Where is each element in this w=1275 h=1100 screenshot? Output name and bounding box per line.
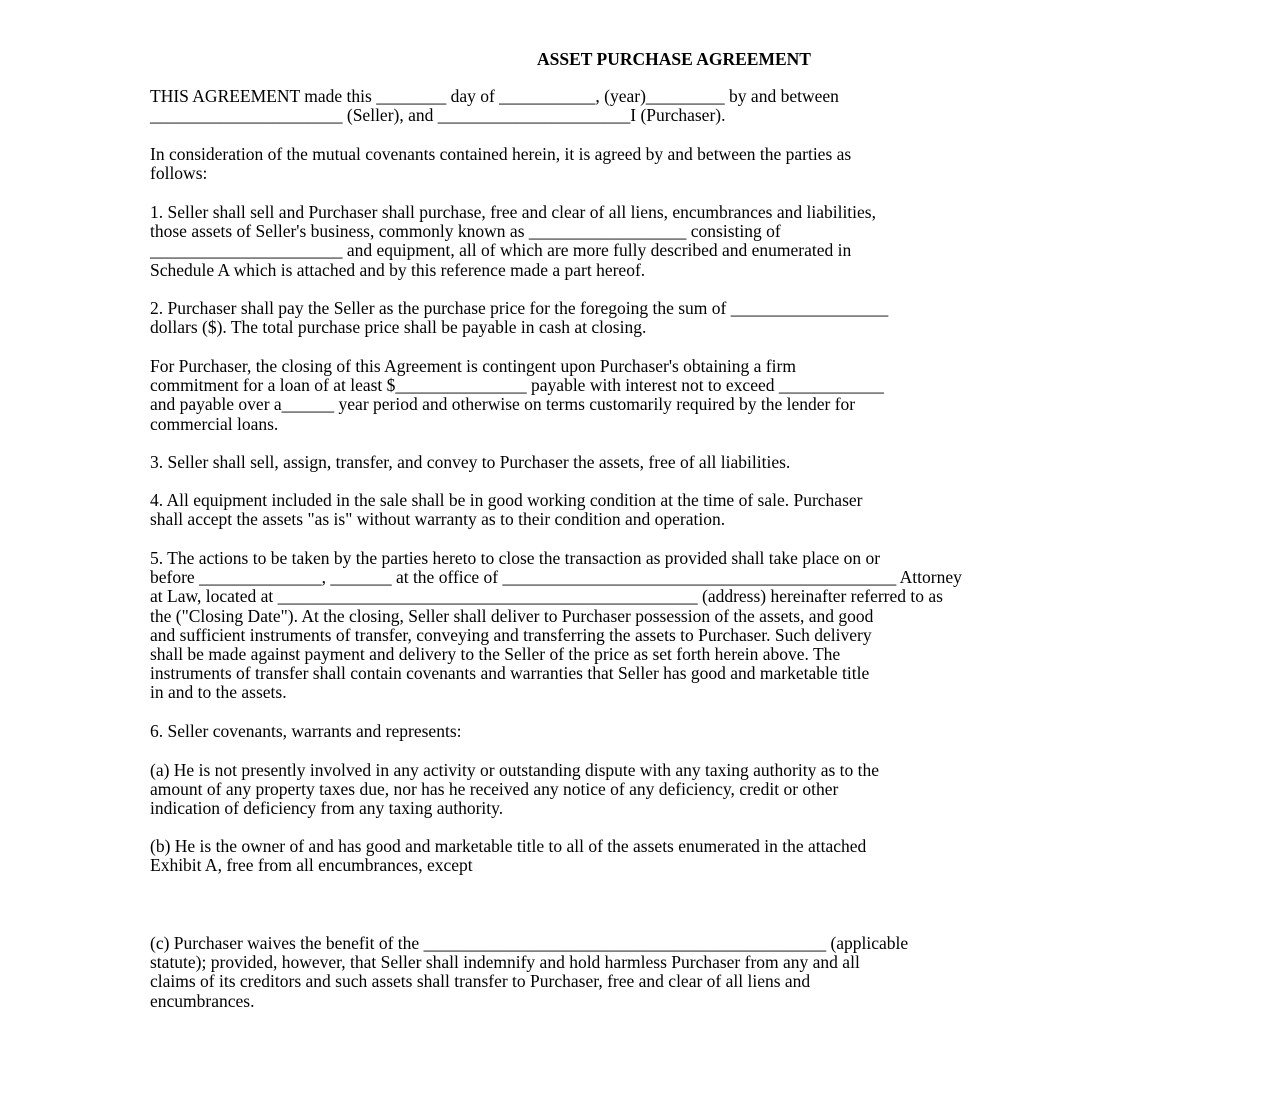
paragraph-line: indication of deficiency from any taxing authority. [150, 798, 504, 819]
paragraph-line: ______________________ and equipment, all of which are more fully described and enumerated in [150, 240, 852, 261]
paragraph-contingency [150, 357, 884, 434]
paragraph-line: and payable over a______ year period and otherwise on terms customarily required by the lender for [150, 394, 856, 415]
paragraph-line: 4. All equipment included in the sale shall be in good working condition at the time of sale. Purchaser [150, 490, 863, 510]
paragraph-section-2 [150, 299, 888, 337]
paragraph-line: 3. Seller shall sell, assign, transfer, and convey to Purchaser the assets, free of all liabilities. [150, 452, 791, 472]
paragraph-line: Schedule A which is attached and by this reference made a part hereof. [150, 259, 646, 280]
paragraph-line: before ______________, _______ at the office of _____________________________________________ Attorney [150, 567, 962, 588]
paragraph-line: commercial loans. [150, 413, 279, 434]
paragraph-line: statute); provided, however, that Seller shall indemnify and hold harmless Purchaser from any and all [150, 952, 860, 973]
paragraph-line: 1. Seller shall sell and Purchaser shall purchase, free and clear of all liens, encumbrances and liabilities, [150, 202, 876, 222]
paragraph-intro [150, 87, 839, 125]
paragraph-section-1 [150, 203, 876, 280]
paragraph-consideration [150, 145, 851, 183]
paragraph-section-4 [150, 491, 862, 529]
paragraph-line: at Law, located at ________________________________________________ (address) hereinafter referred to as [150, 586, 943, 607]
paragraph-line: shall be made against payment and delivery to the Seller of the price as set forth herein above. The [150, 644, 841, 665]
paragraph-line: THIS AGREEMENT made this ________ day of ___________, (year)_________ by and between [150, 86, 839, 106]
paragraph-line: ______________________ (Seller), and ______________________I (Purchaser). [150, 105, 726, 126]
paragraph-line: (a) He is not presently involved in any activity or outstanding dispute with any taxing authority as to the [150, 760, 880, 780]
paragraph-section-6c [150, 934, 908, 1011]
paragraph-line: Exhibit A, free from all encumbrances, except [150, 855, 473, 876]
paragraph-line: For Purchaser, the closing of this Agreement is contingent upon Purchaser's obtaining a firm [150, 356, 796, 376]
paragraph-section-6a [150, 761, 879, 819]
paragraph-line: dollars ($). The total purchase price shall be payable in cash at closing. [150, 317, 647, 338]
document-title: ASSET PURCHASE AGREEMENT [537, 49, 811, 69]
paragraph-line: (c) Purchaser waives the benefit of the ______________________________________________ (applicable [150, 933, 909, 953]
paragraph-line: In consideration of the mutual covenants contained herein, it is agreed by and between the parties as [150, 144, 852, 164]
paragraph-section-6b [150, 837, 866, 875]
paragraph-line: amount of any property taxes due, nor has he received any notice of any deficiency, credit or other [150, 779, 839, 800]
paragraph-line: those assets of Seller's business, commonly known as __________________ consisting of [150, 221, 781, 242]
paragraph-line: follows: [150, 163, 208, 184]
paragraph-section-3 [150, 453, 790, 472]
paragraph-line: encumbrances. [150, 990, 255, 1011]
paragraph-line: 2. Purchaser shall pay the Seller as the purchase price for the foregoing the sum of __________________ [150, 298, 889, 318]
paragraph-line: commitment for a loan of at least $_______________ payable with interest not to exceed ____________ [150, 375, 884, 396]
paragraph-line: shall accept the assets "as is" without warranty as to their condition and operation. [150, 509, 726, 530]
paragraph-line: instruments of transfer shall contain covenants and warranties that Seller has good and marketable title [150, 663, 870, 684]
paragraph-section-5 [150, 549, 962, 703]
paragraph-line: and sufficient instruments of transfer, conveying and transferring the assets to Purchaser. Such delivery [150, 624, 872, 645]
paragraph-line: 5. The actions to be taken by the parties hereto to close the transaction as provided shall take place on or [150, 548, 881, 568]
paragraph-section-6 [150, 722, 462, 741]
paragraph-line: 6. Seller covenants, warrants and represents: [150, 721, 462, 741]
paragraph-line: the ("Closing Date"). At the closing, Seller shall deliver to Purchaser possession of the assets, and good [150, 605, 874, 626]
paragraph-line: (b) He is the owner of and has good and marketable title to all of the assets enumerated in the attached [150, 836, 867, 856]
paragraph-line: claims of its creditors and such assets shall transfer to Purchaser, free and clear of all liens and [150, 971, 811, 992]
paragraph-line: in and to the assets. [150, 682, 287, 703]
